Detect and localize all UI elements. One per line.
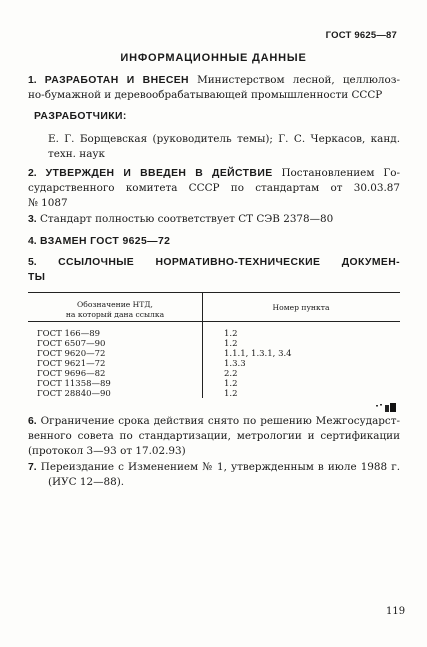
section-2-text-1: Постановлением Го-: [281, 167, 400, 179]
table-header-ntd-line-2: на который дана ссылка: [65, 310, 165, 319]
section-5-heading-2: ТЫ: [28, 272, 46, 283]
section-3-number: 3.: [28, 214, 37, 225]
section-6-number: 6.: [28, 416, 37, 427]
section-2-number: 2.: [28, 168, 37, 179]
table-header-ntd: [28, 300, 202, 320]
section-4-number: 4.: [28, 236, 37, 247]
table-row: ГОСТ 28840—90: [37, 389, 111, 399]
table-header-clause: Номер пункта: [272, 303, 330, 312]
table-cell-clause: 1.2: [224, 379, 238, 389]
section-6-text-3: (протокол 3—93 от 17.02.93): [28, 445, 186, 457]
developers: [28, 132, 400, 162]
section-7-number: 7.: [28, 462, 37, 473]
stamp-mark-icon: [376, 403, 398, 413]
section-1-text-1: Министерством лесной, целлюлоз-: [197, 74, 400, 86]
section-3: [28, 212, 400, 227]
section-7-text-1: Переиздание с Изменением № 1, утвержденным в июле 1988 г.: [40, 461, 400, 473]
page-number: 119: [386, 606, 406, 617]
table-cell-clause: 1.2: [224, 329, 238, 339]
section-1: [28, 73, 400, 103]
table-cell-clause: 1.2: [224, 389, 238, 399]
developers-heading-text: РАЗРАБОТЧИКИ:: [34, 111, 127, 122]
developers-line-2: техн. наук: [48, 148, 106, 160]
section-1-text-2: но-бумажной и деревообрабатывающей промышленности СССР: [28, 89, 383, 101]
section-2: [28, 166, 400, 211]
section-6-text-1: Ограничение срока действия снято по решению Межгосударст-: [40, 415, 400, 427]
table-top-rule: [28, 292, 400, 293]
table-cell-clause: 2.2: [224, 369, 238, 379]
section-5: [28, 255, 400, 285]
table-row: ГОСТ 9696—82: [37, 369, 106, 379]
developers-line-1: Е. Г. Борщевская (руководитель темы); Г. С. Черкасов, канд.: [48, 133, 400, 145]
section-7-text-2: (ИУС 12—88).: [48, 476, 125, 488]
section-4: [28, 234, 400, 249]
table-row: ГОСТ 9621—72: [37, 359, 106, 369]
section-1-heading: РАЗРАБОТАН И ВНЕСЕН: [44, 75, 189, 86]
table-row: ГОСТ 11358—89: [37, 379, 111, 389]
table-row: ГОСТ 166—89: [37, 329, 101, 339]
section-6-text-2: венного совета по стандартизации, метрологии и сертификации: [28, 430, 400, 442]
developers-heading: [28, 109, 400, 124]
table-row: ГОСТ 6507—90: [37, 339, 106, 349]
section-5-heading-1: ССЫЛОЧНЫЕ НОРМАТИВНО-ТЕХНИЧЕСКИЕ ДОКУМЕН-: [58, 257, 400, 268]
table-ntd-column: [37, 329, 197, 399]
document-code: ГОСТ 9625—87: [325, 30, 397, 41]
table-cell-clause: 1.2: [224, 339, 238, 349]
table-header-rule: [28, 321, 400, 322]
section-2-text-2: сударственного комитета СССР по стандартам от 30.03.87: [28, 182, 400, 194]
table-row: ГОСТ 9620—72: [37, 349, 106, 359]
section-1-number: 1.: [28, 75, 37, 86]
table-cell-clause: 1.1.1, 1.3.1, 3.4: [224, 349, 292, 359]
table-cell-clause: 1.3.3: [224, 359, 246, 369]
table-clause-column: [224, 329, 394, 399]
section-5-number: 5.: [28, 257, 37, 268]
section-3-text: Стандарт полностью соответствует СТ СЭВ 2378—80: [39, 213, 334, 225]
section-2-text-3: № 1087: [28, 197, 68, 209]
section-7: [28, 460, 400, 490]
section-6: [28, 414, 400, 459]
section-4-heading: ВЗАМЕН ГОСТ 9625—72: [39, 236, 171, 247]
table-header-ntd-line-1: Обозначение НТД,: [77, 300, 153, 309]
page-title: ИНФОРМАЦИОННЫЕ ДАННЫЕ: [120, 52, 307, 64]
section-2-heading: УТВЕРЖДЕН И ВВЕДЕН В ДЕЙСТВИЕ: [45, 168, 273, 179]
